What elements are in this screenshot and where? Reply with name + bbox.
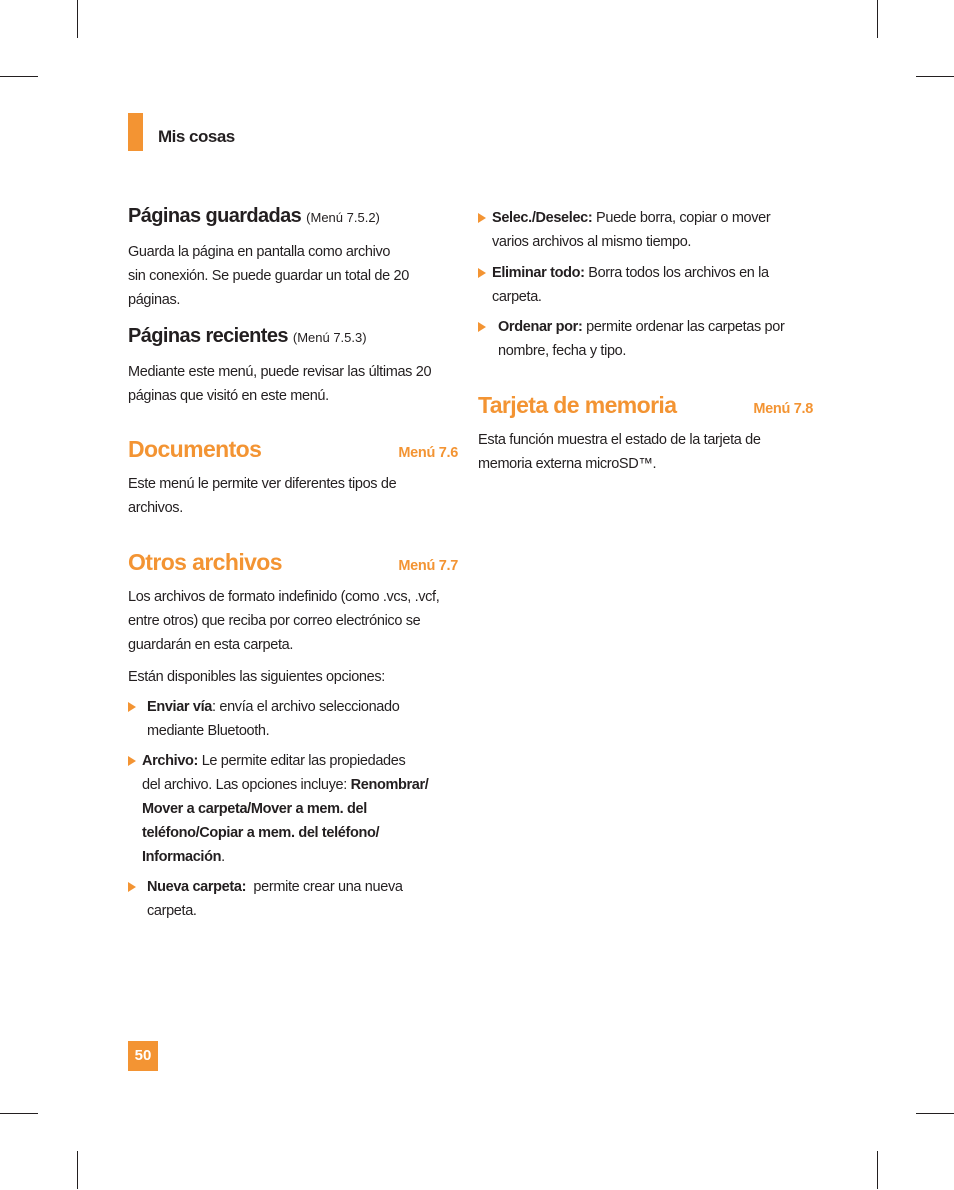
option-list: teléfono/Copiar a mem. del teléfono/: [142, 825, 380, 841]
crop-mark: [77, 0, 78, 38]
bullet-eliminar-todo: [478, 261, 813, 309]
bullet-text: [128, 749, 458, 869]
section-title: Tarjeta de memoria: [478, 392, 677, 418]
bullet-selec-deselec: [478, 206, 813, 254]
section-heading-tarjeta-memoria: [478, 392, 813, 419]
option-description: mediante Bluetooth.: [147, 723, 270, 739]
option-description: carpeta.: [492, 289, 542, 305]
option-description: Le permite editar las propiedades: [198, 753, 406, 769]
bullet-triangle-icon: [128, 756, 136, 766]
paragraph-paginas-guardadas: [128, 240, 458, 312]
section-heading-documentos: [128, 436, 458, 463]
option-label: Archivo:: [142, 753, 199, 769]
paragraph-documentos: [128, 472, 458, 520]
bullet-text: [478, 261, 813, 309]
text-line: memoria externa microSD™.: [478, 456, 657, 472]
paragraph-paginas-recientes: [128, 360, 458, 408]
section-title: Otros archivos: [128, 549, 282, 575]
text-line: páginas que visitó en este menú.: [128, 388, 329, 404]
text-line: Mediante este menú, puede revisar las últimas 20: [128, 364, 432, 380]
subheading-title: Páginas guardadas: [128, 205, 302, 227]
option-list: Mover a carpeta/Mover a mem. del: [142, 801, 367, 817]
text-line: Guarda la página en pantalla como archivo: [128, 244, 391, 260]
page-header-title: Mis cosas: [158, 127, 235, 146]
crop-mark: [877, 0, 878, 38]
option-description: Borra todos los archivos en la: [584, 265, 769, 281]
bullet-triangle-icon: [478, 322, 486, 332]
menu-reference: Menú 7.6: [398, 445, 458, 461]
crop-mark: [77, 1151, 78, 1189]
crop-mark: [877, 1151, 878, 1189]
crop-mark: [916, 1113, 954, 1114]
option-label: Eliminar todo:: [492, 265, 585, 281]
option-list: Información: [142, 849, 222, 865]
bullet-text: [128, 875, 458, 923]
text-line: archivos.: [128, 500, 183, 516]
menu-reference: (Menú 7.5.2): [306, 210, 380, 225]
option-label: Ordenar por:: [498, 319, 583, 335]
subheading-paginas-guardadas: [128, 205, 458, 228]
bullet-text: [128, 695, 458, 743]
option-description: varios archivos al mismo tiempo.: [492, 234, 692, 250]
section-heading-otros-archivos: [128, 549, 458, 576]
crop-mark: [916, 76, 954, 77]
option-description: Puede borra, copiar o mover: [592, 210, 771, 226]
paragraph-tarjeta-memoria: [478, 428, 813, 476]
text-line: Esta función muestra el estado de la tarjeta de: [478, 432, 761, 448]
option-label: Enviar vía: [147, 699, 213, 715]
option-list: Renombrar/: [350, 777, 429, 793]
text-line: entre otros) que reciba por correo electrónico se: [128, 613, 421, 629]
paragraph-options-intro: [128, 665, 458, 689]
option-description: .: [221, 849, 225, 865]
option-description: : envía el archivo seleccionado: [212, 699, 400, 715]
option-description: del archivo. Las opciones incluye:: [142, 777, 351, 793]
text-line: páginas.: [128, 292, 181, 308]
page-number-badge: 50: [128, 1041, 158, 1071]
header-accent-bar: [128, 113, 143, 151]
text-line: sin conexión. Se puede guardar un total de 20: [128, 268, 409, 284]
text-line: Están disponibles las siguientes opciones:: [128, 669, 385, 685]
option-label: Selec./Deselec:: [492, 210, 593, 226]
option-description: nombre, fecha y tipo.: [498, 343, 627, 359]
menu-reference: Menú 7.8: [753, 401, 813, 417]
menu-reference: Menú 7.7: [398, 558, 458, 574]
bullet-enviar-via: [128, 695, 458, 743]
bullet-triangle-icon: [478, 268, 486, 278]
option-label: Nueva carpeta:: [147, 879, 247, 895]
crop-mark: [0, 76, 38, 77]
option-description: permite crear una nueva: [246, 879, 403, 895]
bullet-nueva-carpeta: [128, 875, 458, 923]
bullet-archivo: [128, 749, 458, 869]
subheading-paginas-recientes: [128, 325, 458, 348]
bullet-triangle-icon: [128, 882, 136, 892]
text-line: Los archivos de formato indefinido (como .vcs, .vcf,: [128, 589, 440, 605]
option-description: carpeta.: [147, 903, 197, 919]
text-line: guardarán en esta carpeta.: [128, 637, 294, 653]
bullet-triangle-icon: [128, 702, 136, 712]
bullet-text: [478, 315, 813, 363]
option-description: permite ordenar las carpetas por: [582, 319, 785, 335]
text-line: Este menú le permite ver diferentes tipos de: [128, 476, 397, 492]
paragraph-otros-archivos: [128, 585, 458, 657]
bullet-ordenar-por: [478, 315, 813, 363]
bullet-triangle-icon: [478, 213, 486, 223]
crop-mark: [0, 1113, 38, 1114]
menu-reference: (Menú 7.5.3): [292, 330, 367, 345]
bullet-text: [478, 206, 813, 254]
section-title: Documentos: [128, 436, 262, 462]
subheading-title: Páginas recientes: [128, 325, 288, 347]
